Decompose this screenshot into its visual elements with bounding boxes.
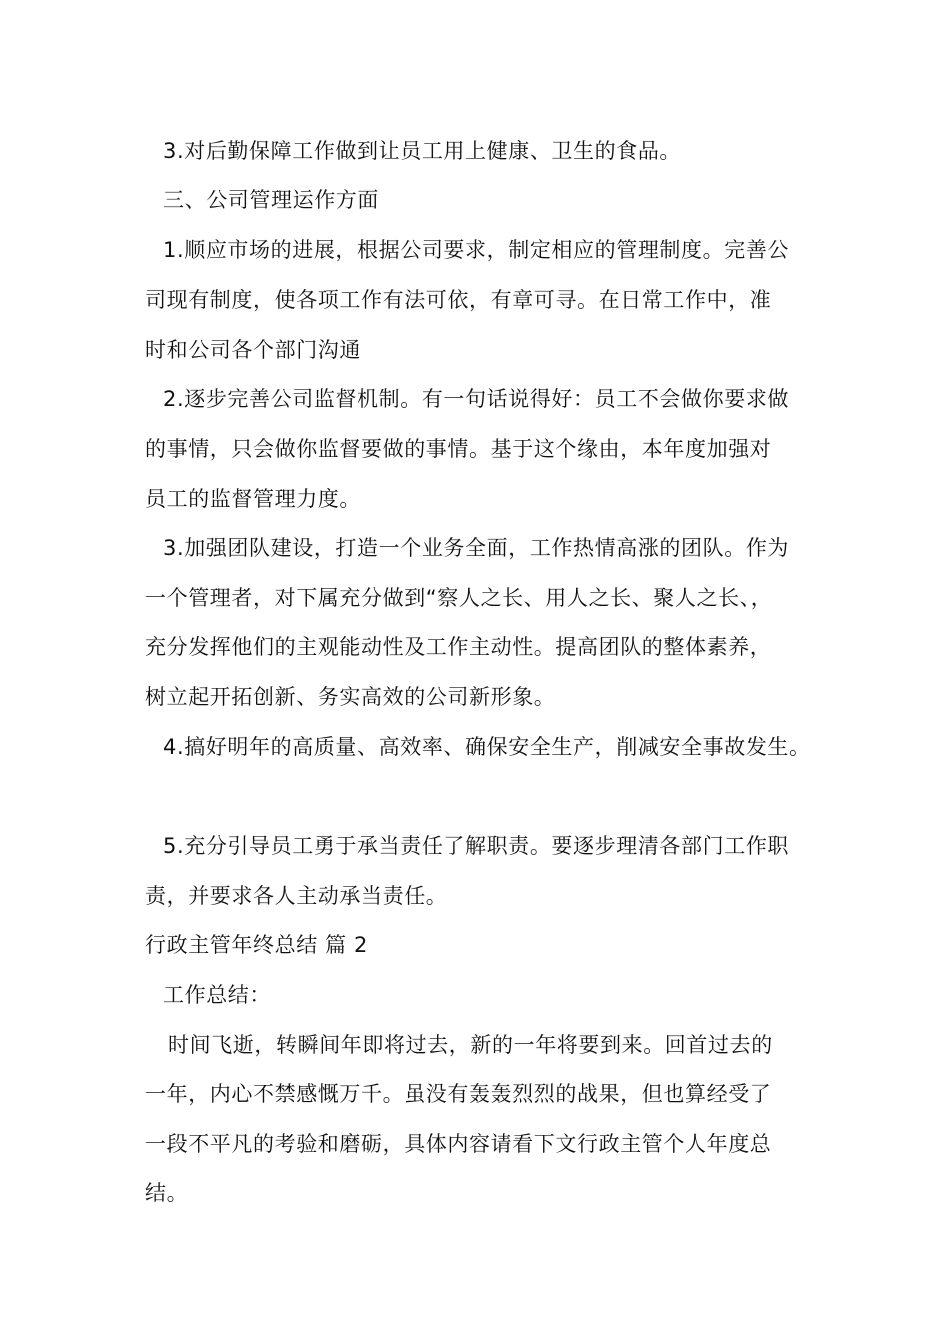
paragraph-line: 的事情，只会做你监督要做的事情。基于这个缘由，本年度加强对: [145, 437, 772, 461]
paragraph-line: 时和公司各个部门沟通: [145, 338, 361, 362]
paragraph-line: 5.充分引导员工勇于承当责任了解职责。要逐步理清各部门工作职: [163, 834, 790, 858]
paragraph-line: 3.对后勤保障工作做到让员工用上健康、卫生的食品。: [163, 139, 682, 163]
paragraph-line: 结。: [145, 1181, 189, 1205]
subheading: 工作总结：: [163, 983, 271, 1007]
paragraph-line: 1.顺应市场的进展，根据公司要求，制定相应的管理制度。完善公: [163, 238, 790, 262]
paragraph-line: 一段不平凡的考验和磨砺，具体内容请看下文行政主管个人年度总: [145, 1132, 772, 1156]
paragraph-line: 树立起开拓创新、务实高效的公司新形象。: [145, 685, 556, 709]
paragraph-line: 司现有制度，使各项工作有法可依，有章可寻。在日常工作中，准: [145, 288, 772, 312]
paragraph-line: 2.逐步完善公司监督机制。有一句话说得好：员工不会做你要求做: [163, 387, 790, 411]
paragraph-line: 一年，内心不禁感慨万千。虽没有轰轰烈烈的战果，但也算经受了: [145, 1082, 772, 1106]
section-heading: 三、公司管理运作方面: [163, 188, 379, 212]
paragraph-line: 充分发挥他们的主观能动性及工作主动性。提高团队的整体素养，: [145, 635, 772, 659]
paragraph-line: 一个管理者，对下属充分做到“察人之长、用人之长、聚人之长、，: [145, 586, 773, 610]
paragraph-line: 员工的监督管理力度。: [145, 487, 361, 511]
paragraph-line: 3.加强团队建设，打造一个业务全面，工作热情高涨的团队。作为: [163, 536, 790, 560]
article-title: 行政主管年终总结 篇 2: [145, 933, 368, 957]
paragraph-line: 责，并要求各人主动承当责任。: [145, 884, 448, 908]
paragraph-line: 时间飞逝，转瞬间年即将过去，新的一年将要到来。回首过去的: [168, 1033, 773, 1057]
paragraph-line: 4.搞好明年的高质量、高效率、确保安全生产，削减安全事故发生。: [163, 735, 811, 759]
